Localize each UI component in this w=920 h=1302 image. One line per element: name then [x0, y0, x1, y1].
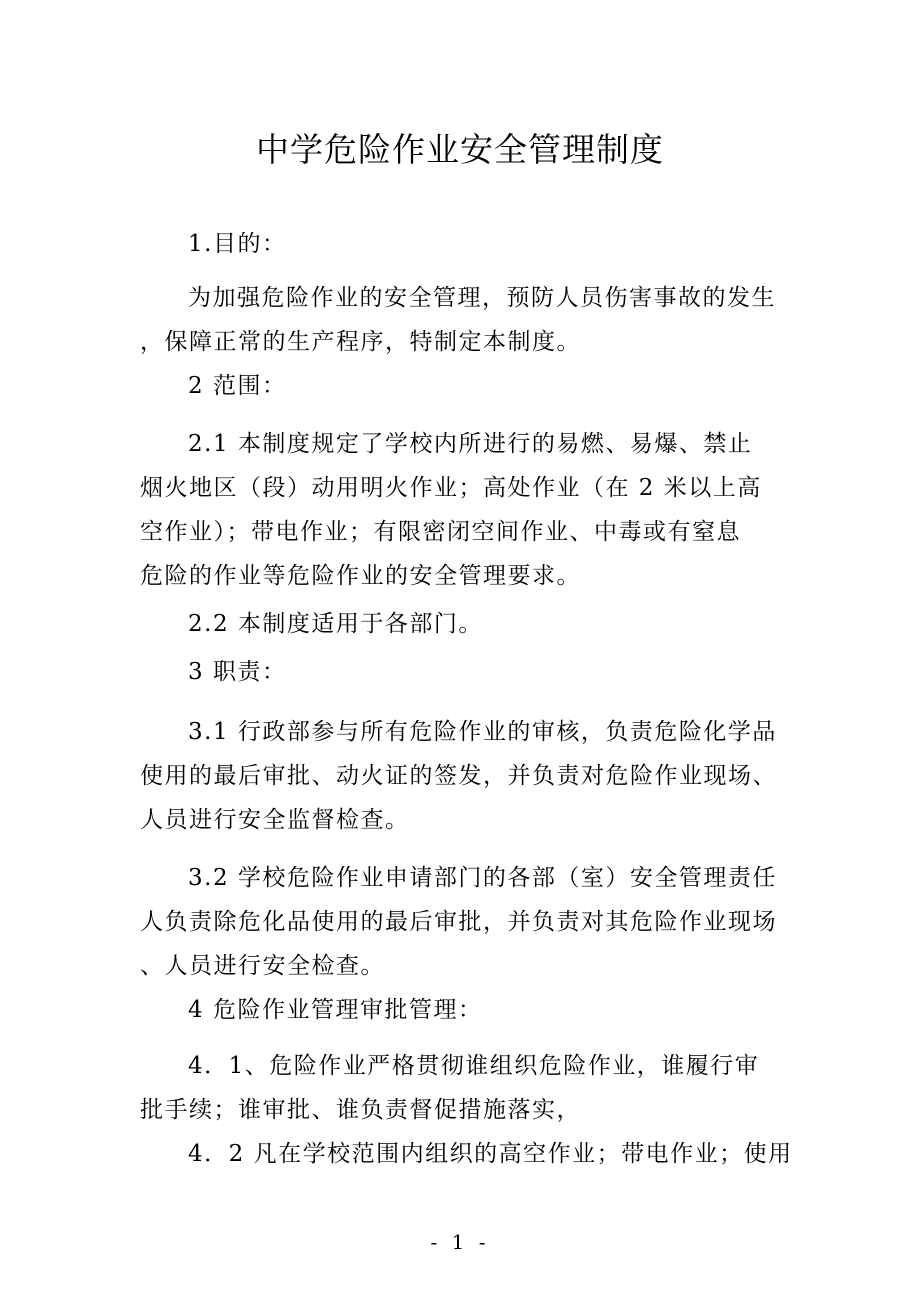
- text-line: 烟火地区（段）动用明火作业；高处作业（在 2 米以上高: [140, 475, 762, 501]
- paragraph-approval-4-2: [140, 1132, 800, 1176]
- document-title: 中学危险作业安全管理制度: [256, 130, 664, 169]
- text-line: 1.目的：: [188, 231, 287, 257]
- paragraph-scope-2-2: [140, 602, 800, 646]
- paragraph-approval-4-1: [140, 1044, 800, 1132]
- text-line: 3.2 学校危险作业申请部门的各部（室）安全管理责任: [188, 865, 777, 891]
- paragraph-duties-3-1: [140, 710, 800, 842]
- paragraph-purpose-heading: [140, 222, 800, 266]
- text-line: 为加强危险作业的安全管理，预防人员伤害事故的发生: [188, 285, 776, 311]
- text-line: 人负责除危化品使用的最后审批，并负责对其危险作业现场: [140, 909, 777, 935]
- paragraph-scope-heading: [140, 364, 800, 408]
- text-line: 2.1 本制度规定了学校内所进行的易燃、易爆、禁止: [188, 431, 753, 457]
- text-line: 3 职责：: [188, 659, 287, 685]
- text-line: 人员进行安全监督检查。: [140, 807, 410, 833]
- text-line: 4．2 凡在学校范围内组织的高空作业；带电作业；使用: [188, 1141, 793, 1167]
- text-line: 2 范围：: [188, 373, 287, 399]
- text-line: 3.1 行政部参与所有危险作业的审核，负责危险化学品: [188, 719, 777, 745]
- text-line: 使用的最后审批、动火证的签发，并负责对危险作业现场、: [140, 763, 777, 789]
- paragraph-duties-heading: [140, 650, 800, 694]
- paragraph-approval-heading: [140, 988, 800, 1032]
- paragraph-scope-2-1: [140, 422, 800, 598]
- text-line: ，保障正常的生产程序，特制定本制度。: [140, 329, 581, 355]
- text-line: 、人员进行安全检查。: [140, 953, 385, 979]
- text-line: 空作业）；带电作业；有限密闭空间作业、中毒或有窒息: [140, 519, 741, 545]
- text-line: 4 危险作业管理审批管理：: [188, 997, 483, 1023]
- text-line: 批手续；谁审批、谁负责督促措施落实，: [140, 1097, 581, 1123]
- text-line: 危险的作业等危险作业的安全管理要求。: [140, 563, 581, 589]
- page-number: - 1 -: [430, 1230, 490, 1254]
- text-line: 4．1、危险作业严格贯彻谁组织危险作业，谁履行审: [188, 1053, 760, 1079]
- paragraph-purpose-body: [140, 276, 800, 364]
- text-line: 2.2 本制度适用于各部门。: [188, 611, 483, 637]
- paragraph-duties-3-2: [140, 856, 800, 988]
